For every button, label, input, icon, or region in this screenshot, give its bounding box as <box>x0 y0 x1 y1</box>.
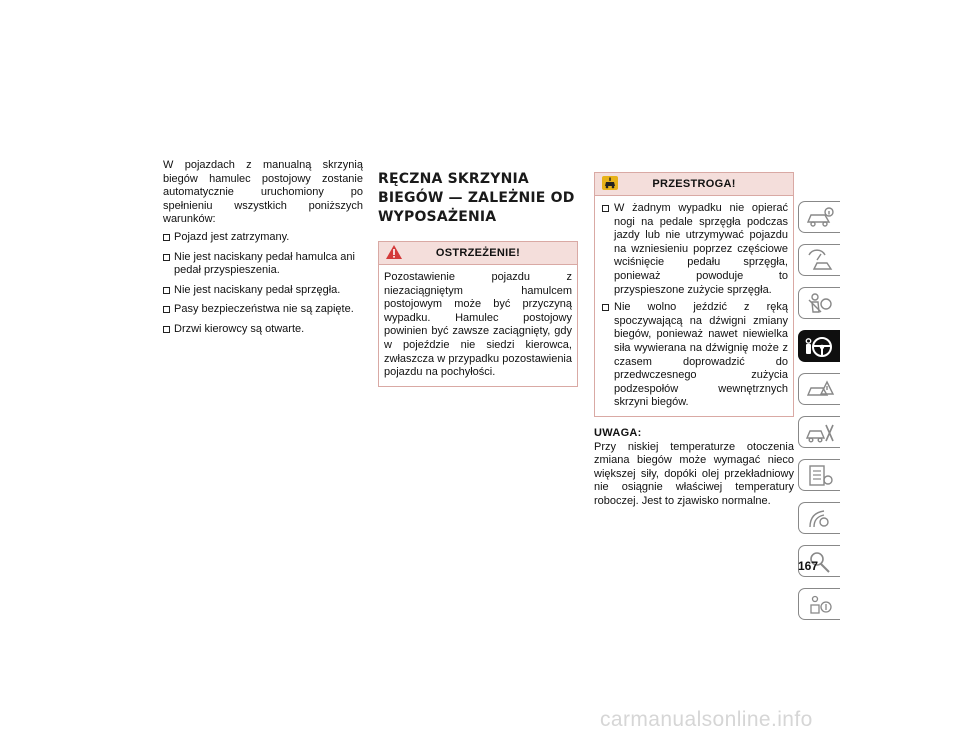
intro-paragraph: W pojazdach z manualną skrzynią biegów hamulec postojowy zostanie automatycznie uruchomiony po spełnieniu wszystkich poniższych warunków: <box>163 159 363 226</box>
tab-language[interactable] <box>798 588 840 620</box>
list-item: W żadnym wypadku nie opierać nogi na pedale sprzęgła podczas jazdy lub nie utrzymywać pojazdu na wzniesieniu poprzez częściowe wciśnięcie pedału sprzęgła, ponieważ powoduje to przyspieszone zużycie sprzęgła. <box>600 202 788 297</box>
tab-safety[interactable] <box>798 287 840 319</box>
tab-dashboard-lights[interactable] <box>798 244 840 276</box>
note-title: UWAGA: <box>594 426 642 439</box>
section-title: RĘCZNA SKRZYNIA BIEGÓW — ZALEŻNIE OD WYPOSAŻENIA <box>378 171 575 225</box>
language-icon <box>805 593 835 617</box>
right-column <box>594 172 794 508</box>
car-info-icon <box>805 206 835 230</box>
breakdown-icon <box>805 378 835 402</box>
checkbox-square-icon <box>602 205 609 212</box>
steering-wheel-icon <box>805 335 835 359</box>
caution-label: PRZESTROGA! <box>652 178 736 190</box>
car-service-icon <box>805 421 835 445</box>
caution-box <box>594 172 794 417</box>
note-block <box>594 427 794 509</box>
safety-airbag-icon <box>805 292 835 316</box>
tab-service[interactable] <box>798 416 840 448</box>
tab-multimedia[interactable] <box>798 502 840 534</box>
tab-starting-driving[interactable] <box>798 330 840 362</box>
tab-car-info[interactable] <box>798 201 840 233</box>
watermark: carmanualsonline.info <box>600 708 813 731</box>
caution-list <box>600 202 788 410</box>
checkbox-square-icon <box>163 306 170 313</box>
middle-column <box>378 170 578 387</box>
list-item: Pojazd jest zatrzymany. <box>163 231 363 245</box>
note-text: Przy niskiej temperaturze otoczenia zmiana biegów może wymagać nieco większej siły, dopóki olej przekładniowy nie osiągnie właściwej temperatury roboczej. Jest to zjawisko normalne. <box>594 440 794 507</box>
checkbox-square-icon <box>163 234 170 241</box>
warning-box <box>378 241 578 387</box>
checkbox-square-icon <box>163 287 170 294</box>
list-item: Drzwi kierowcy są otwarte. <box>163 323 363 337</box>
warning-label: OSTRZEŻENIE! <box>435 247 521 259</box>
multimedia-icon <box>805 507 835 531</box>
list-item: Nie wolno jeździć z ręką spoczywającą na dźwigni zmiany biegów, ponieważ nawet niewielka siła wywierana na dźwignię może z czasem doprowadzić do przedwczesnego zużycia podzespołów wewnętrznych skrzyni biegów. <box>600 301 788 410</box>
list-item: Nie jest naciskany pedał hamulca ani pedał przyspieszenia. <box>163 251 363 278</box>
tab-specifications[interactable] <box>798 459 840 491</box>
list-item: Nie jest naciskany pedał sprzęgła. <box>163 284 363 298</box>
checkbox-square-icon <box>163 254 170 261</box>
list-item: Pasy bezpieczeństwa nie są zapięte. <box>163 303 363 317</box>
specifications-icon <box>805 464 835 488</box>
conditions-list <box>163 231 363 337</box>
caution-header <box>595 173 793 196</box>
dashboard-lights-icon <box>805 249 835 273</box>
page-number: 167 <box>798 559 819 573</box>
tab-emergency[interactable] <box>798 373 840 405</box>
left-column <box>163 159 363 343</box>
warning-header <box>379 242 577 265</box>
warning-text: Pozostawienie pojazdu z niezaciągniętym hamulcem postojowym może być przyczyną wypadku. Hamulec postojowy powinien być zawsze zaciągnięty, gdy w pojeździe nie siedzi kierowca, zwłaszcza w przypadku pozostawienia pojazdu na pochyłości. <box>384 271 572 379</box>
checkbox-square-icon <box>163 326 170 333</box>
checkbox-square-icon <box>602 304 609 311</box>
